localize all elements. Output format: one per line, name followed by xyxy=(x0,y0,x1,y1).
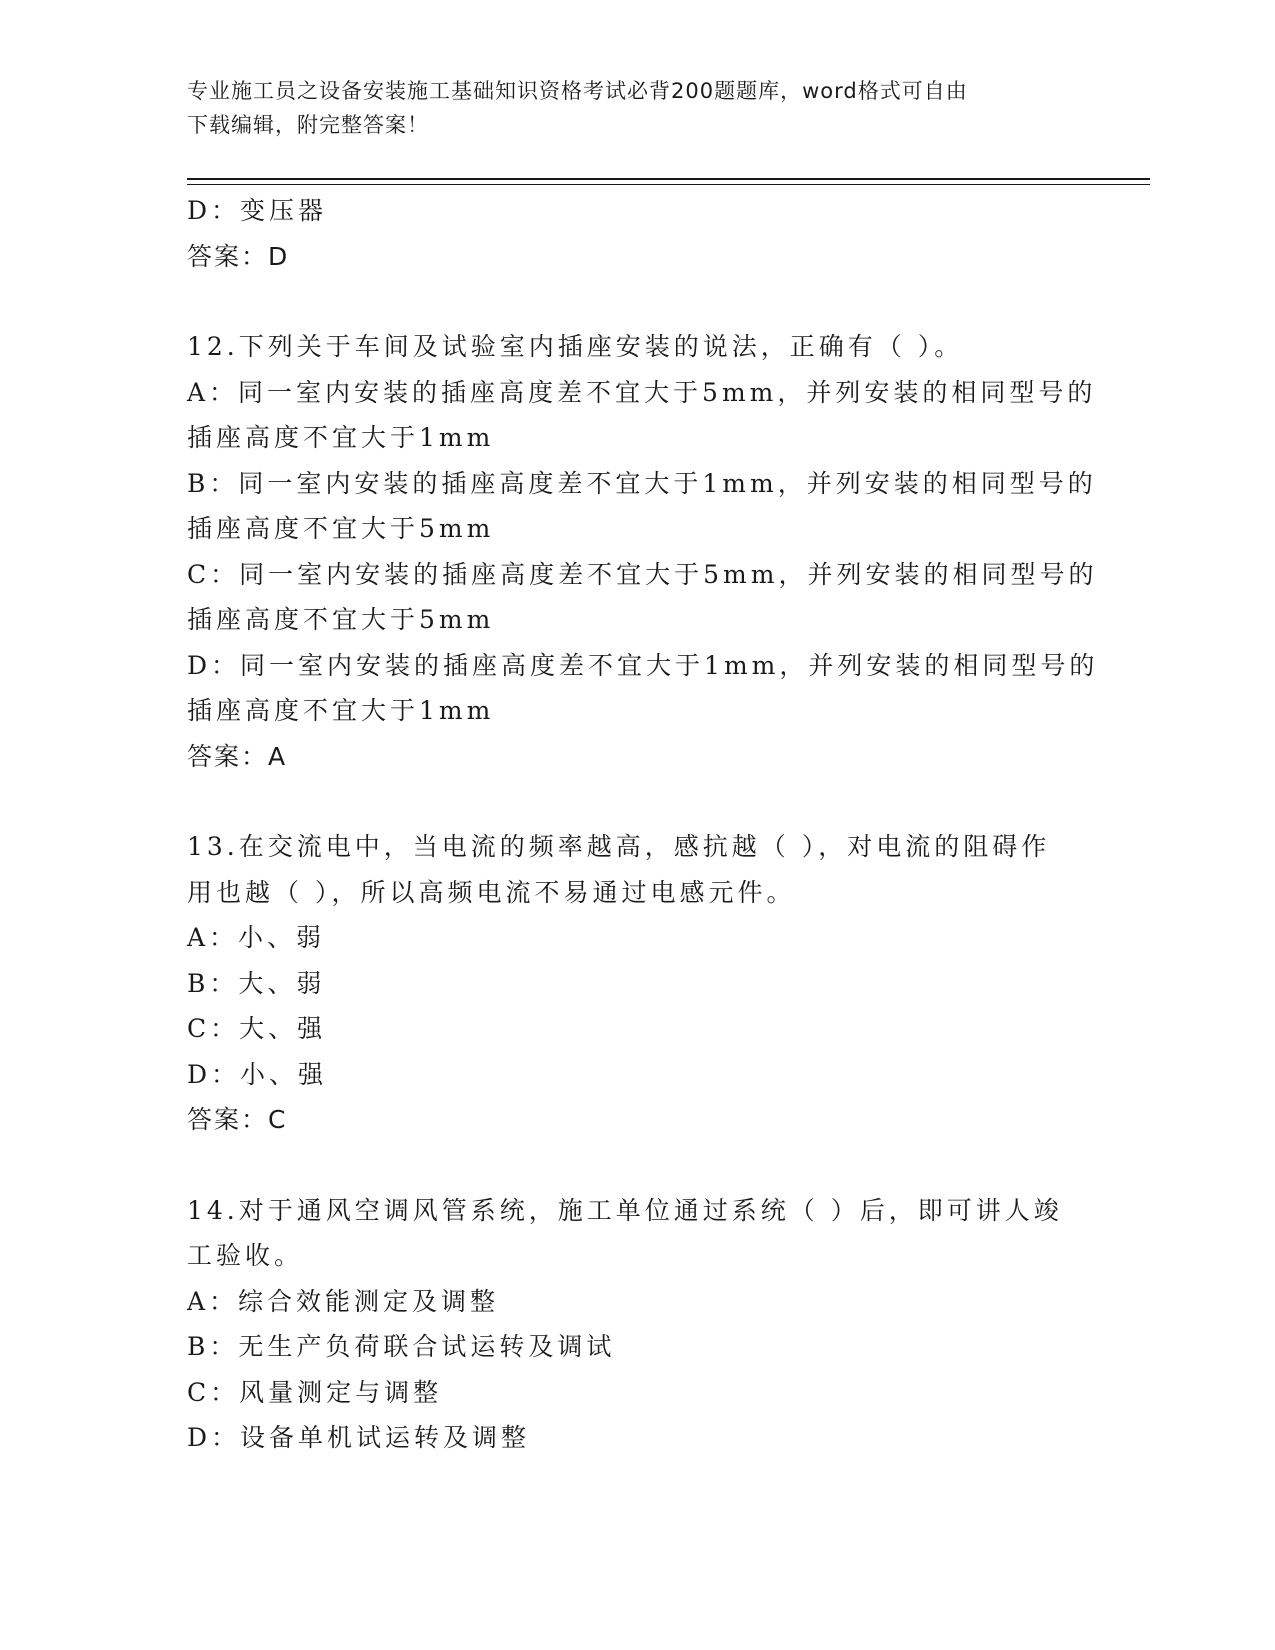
option-d-cont: 插座高度不宜大于1mm xyxy=(187,696,495,725)
option-c: C：大、强 xyxy=(187,1014,327,1043)
header-line-2: 下载编辑，附完整答案！ xyxy=(187,113,429,137)
question-block-12 xyxy=(187,324,1099,779)
header-divider-thin xyxy=(187,184,1150,185)
option-b: B：同一室内安装的插座高度差不宜大于1mm，并列安装的相同型号的 xyxy=(187,468,1097,498)
option-c-cont: 插座高度不宜大于5mm xyxy=(187,605,495,634)
option-b-cont: 插座高度不宜大于5mm xyxy=(187,514,495,543)
question-stem: 14.对于通风空调风管系统，施工单位通过系统（ ）后，即可讲人竣 xyxy=(187,1195,1063,1225)
option-d: D：小、强 xyxy=(187,1059,328,1089)
answer-line: 答案：C xyxy=(187,1105,288,1134)
spacer xyxy=(187,279,1087,324)
question-stem: 13.在交流电中，当电流的频率越高，感抗越（ ），对电流的阻碍作 xyxy=(187,832,1051,861)
question-block-13 xyxy=(187,824,1087,1143)
answer-line: 答案：A xyxy=(187,741,288,771)
option-c: C：同一室内安装的插座高度差不宜大于5mm，并列安装的相同型号的 xyxy=(187,559,1098,589)
option-a: A：同一室内安装的插座高度差不宜大于5mm，并列安装的相同型号的 xyxy=(187,377,1097,407)
question-stem-cont: 用也越（ ），所以高频电流不易通过电感元件。 xyxy=(187,877,796,907)
option-d: D：设备单机试运转及调整 xyxy=(187,1423,531,1452)
option-d: D：同一室内安装的插座高度差不宜大于1mm，并列安装的相同型号的 xyxy=(187,650,1099,680)
option-a-cont: 插座高度不宜大于1mm xyxy=(187,423,495,452)
question-content xyxy=(187,188,1099,1461)
option-a: A：综合效能测定及调整 xyxy=(187,1286,500,1316)
question-block-11 xyxy=(187,188,1087,279)
option-b: B：大、弱 xyxy=(187,968,326,998)
header-line-1: 专业施工员之设备安装施工基础知识资格考试必背200题题库，word格式可自由 xyxy=(187,79,968,103)
document-header xyxy=(187,74,1067,142)
option-a: A：小、弱 xyxy=(187,923,326,952)
option-b: B：无生产负荷联合试运转及调试 xyxy=(187,1332,616,1361)
spacer xyxy=(187,779,1087,824)
question-block-14 xyxy=(187,1188,1087,1461)
option-line: D：变压器 xyxy=(187,196,328,225)
option-c: C：风量测定与调整 xyxy=(187,1377,443,1407)
spacer xyxy=(187,1143,1087,1188)
answer-line: 答案：D xyxy=(187,241,290,271)
question-stem: 12.下列关于车间及试验室内插座安装的说法，正确有（ ）。 xyxy=(187,332,964,361)
question-stem-cont: 工验收。 xyxy=(187,1241,304,1270)
header-divider-thick xyxy=(187,178,1150,180)
